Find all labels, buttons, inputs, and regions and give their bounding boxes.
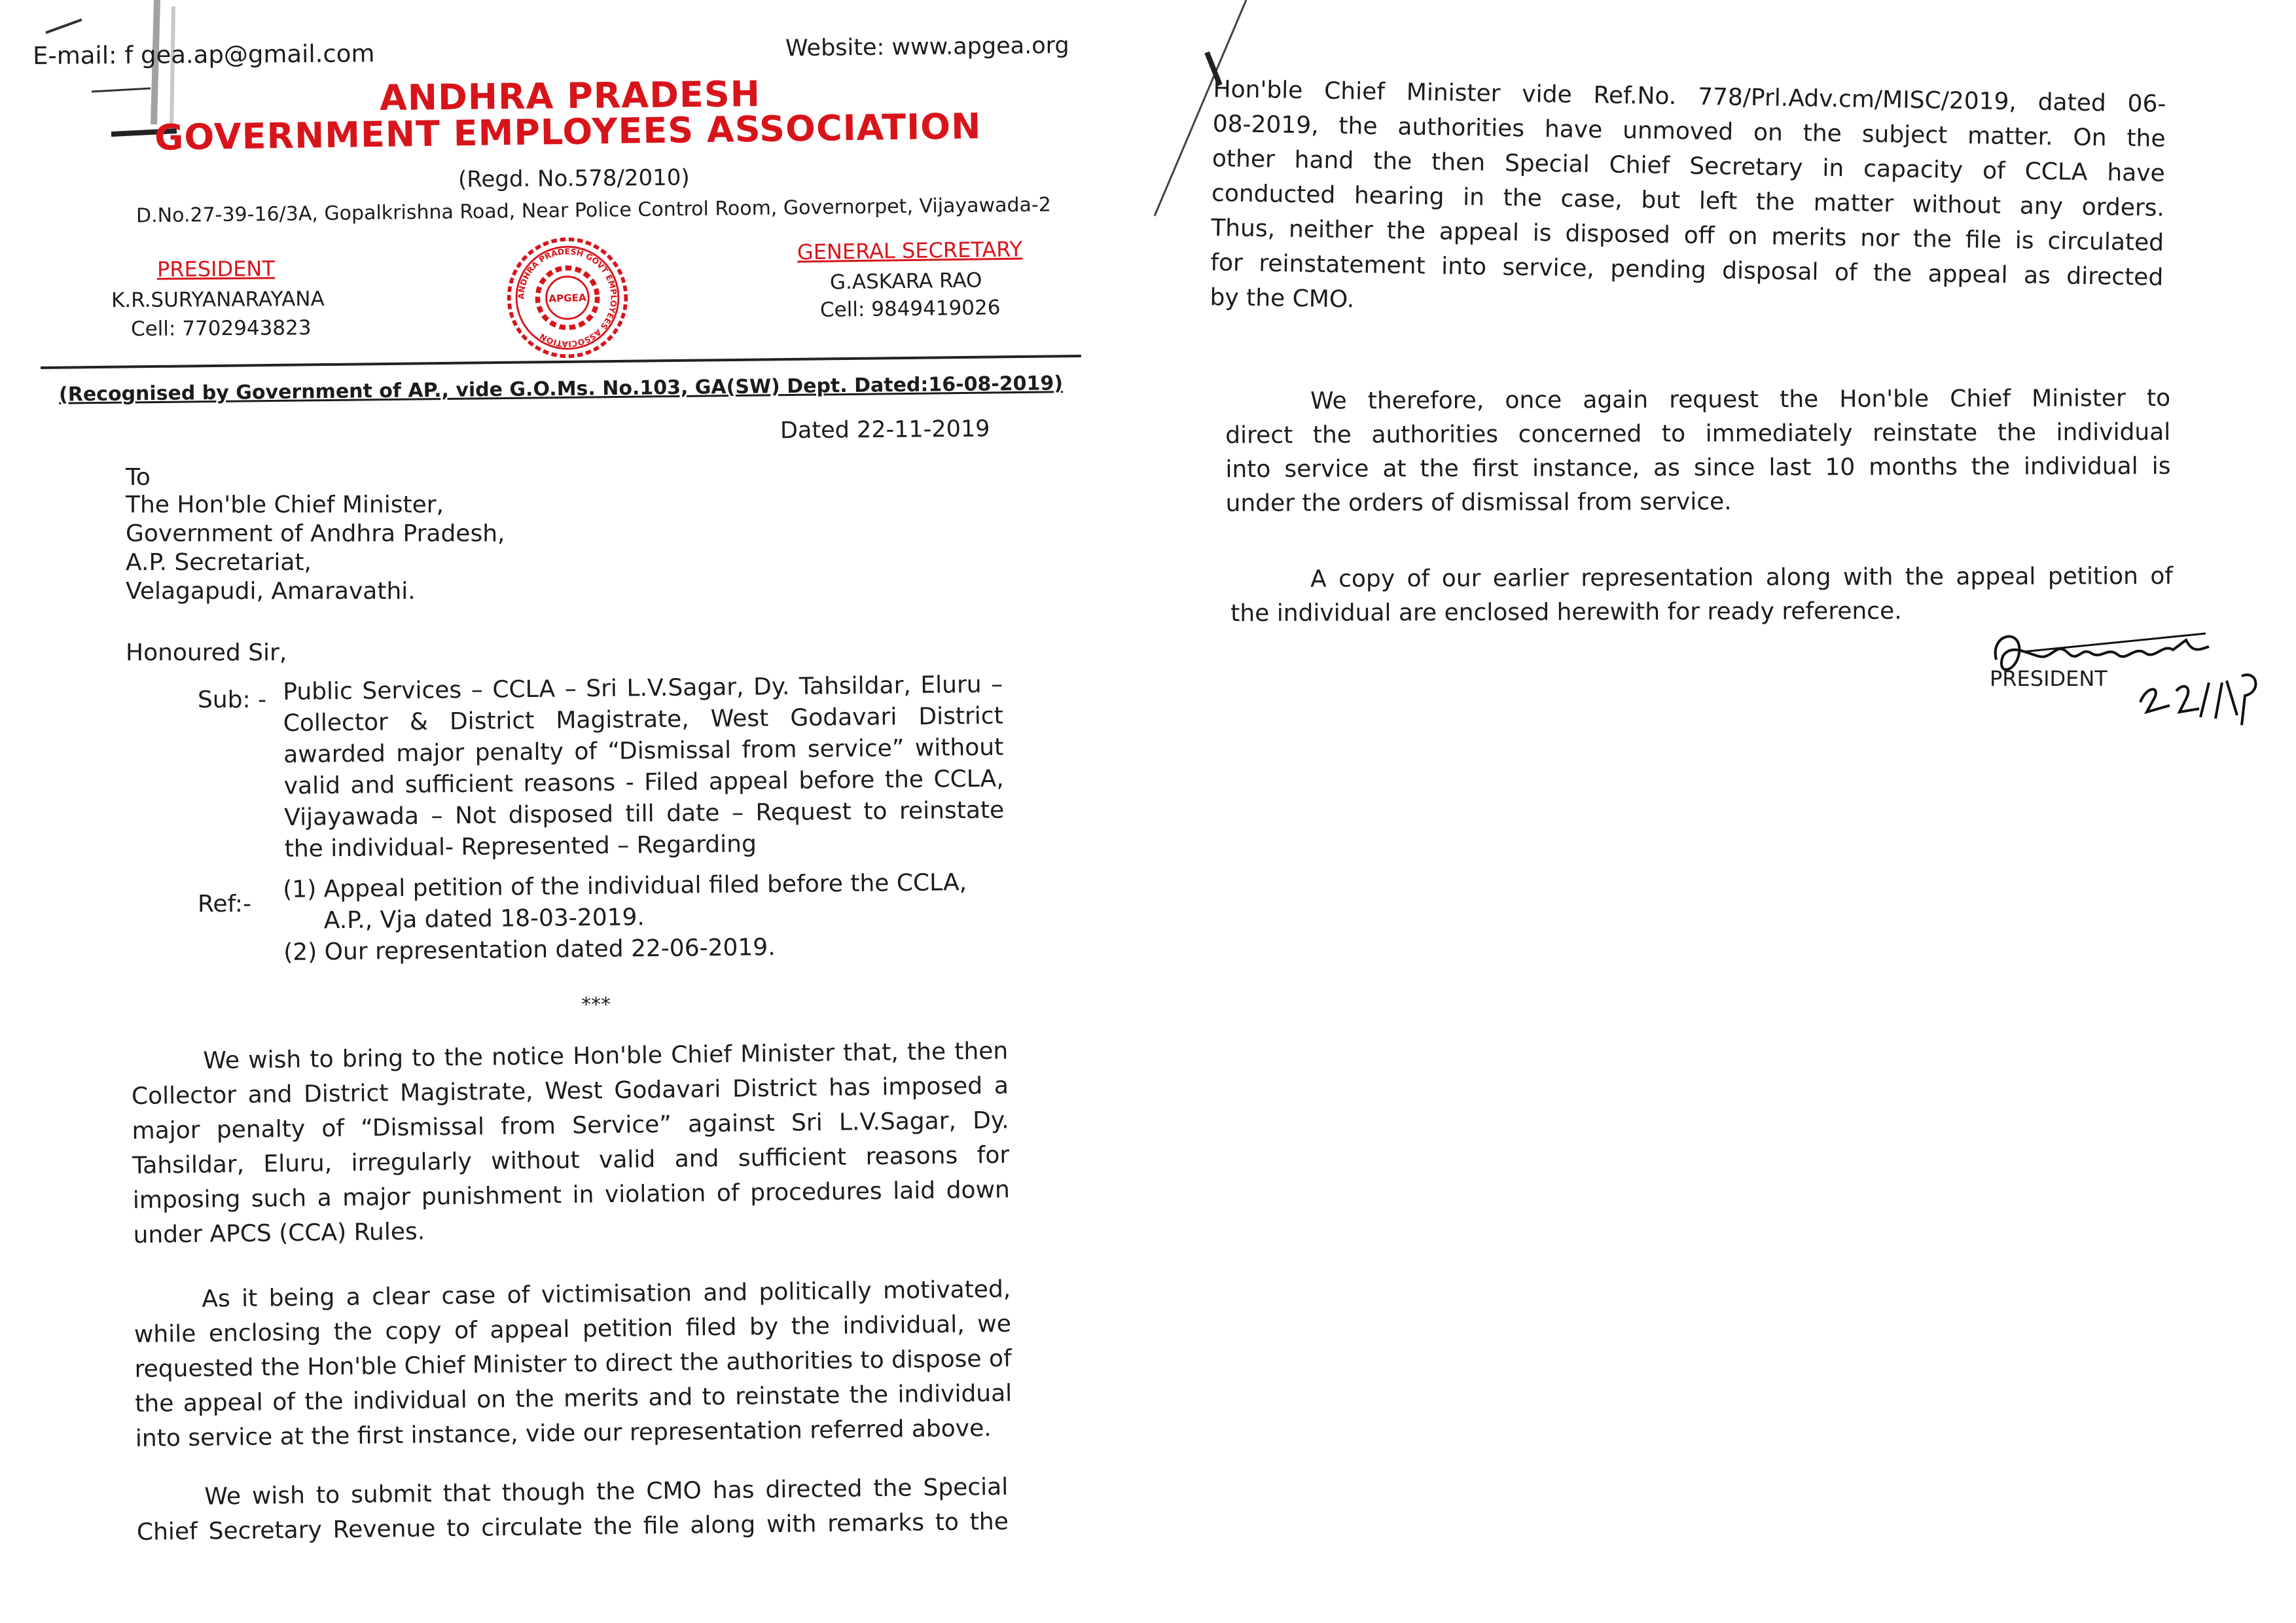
paragraph-line: into service at the first instance, as since last 10 months the individual is bbox=[1225, 452, 2171, 483]
email-contact bbox=[33, 39, 375, 70]
paragraph-line: Collector and District Magistrate, West Godavari District has imposed a bbox=[131, 1072, 1009, 1110]
org-address: D.No.27-39-16/3A, Gopalkrishna Road, Near Police Control Room, Governorpet, Vijayawada-2 bbox=[135, 193, 1052, 228]
paragraph-line: Tahsildar, Eluru, irregularly without valid and sufficient reasons for bbox=[132, 1141, 1010, 1179]
reference-text bbox=[283, 867, 967, 969]
reference-line: (2) Our representation dated 22-06-2019. bbox=[283, 934, 776, 966]
letter-page-2 bbox=[1148, 0, 2296, 1623]
signature-designation: PRESIDENT bbox=[1990, 666, 2108, 691]
paragraph-line: We wish to bring to the notice Hon'ble Chief Minister that, the then bbox=[203, 1037, 1009, 1075]
paragraph-line: by the CMO. bbox=[1210, 283, 1355, 313]
logo-text: APGEA bbox=[548, 291, 587, 305]
reference-label: Ref:- bbox=[198, 891, 252, 918]
paragraph-line: We therefore, once again request the Hon'ble Chief Minister to bbox=[1310, 384, 2171, 415]
email-label: E-mail: bbox=[32, 41, 117, 70]
paragraph-line: other hand the then Special Chief Secretary in capacity of CCLA have bbox=[1211, 145, 2166, 187]
paragraph-line: direct the authorities concerned to immediately reinstate the individual bbox=[1225, 418, 2171, 449]
website-contact: Website: www.apgea.org bbox=[785, 32, 1069, 62]
address-line: Velagapudi, Amaravathi. bbox=[126, 578, 416, 605]
salutation: Honoured Sir, bbox=[126, 639, 287, 666]
org-name-line2: GOVERNMENT EMPLOYEES ASSOCIATION bbox=[154, 105, 982, 158]
paragraph-2 bbox=[134, 1272, 1013, 1456]
president-title: PRESIDENT bbox=[156, 256, 275, 282]
paragraph-line: major penalty of “Dismissal from Service” against Sri L.V.Sagar, Dy. bbox=[132, 1107, 1009, 1145]
section-separator: *** bbox=[581, 993, 611, 1016]
general-secretary-name: G.ASKARA RAO bbox=[829, 268, 982, 294]
paragraph-line: Chief Secretary Revenue to circulate the file along with remarks to the bbox=[136, 1508, 1009, 1546]
paragraph-line: conducted hearing in the case, but left the matter without any orders. bbox=[1211, 179, 2165, 222]
reference-line: A.P., Vja dated 18-03-2019. bbox=[323, 904, 645, 935]
recognition-note: (Recognised by Government of AP., vide G.O.Ms. No.103, GA(SW) Dept. Dated:16-08-2019) bbox=[58, 372, 1064, 406]
email-value: f gea.ap@gmail.com bbox=[124, 39, 375, 69]
address-line: A.P. Secretariat, bbox=[126, 549, 312, 576]
subject-line: the individual- Represented – Regarding bbox=[284, 830, 757, 863]
paragraph-3 bbox=[136, 1470, 1009, 1550]
president-cell: Cell: 7702943823 bbox=[130, 316, 312, 341]
letter-date: Dated 22-11-2019 bbox=[780, 416, 990, 444]
paragraph-line: the individual are enclosed herewith for ready reference. bbox=[1230, 597, 1902, 627]
paragraph-line: requested the Hon'ble Chief Minister to direct the authorities to dispose of bbox=[134, 1345, 1012, 1383]
subject-text bbox=[283, 669, 1005, 865]
subject-line: Collector & District Magistrate, West Godavari District bbox=[283, 702, 1003, 737]
paragraph-line: As it being a clear case of victimisation and politically motivated, bbox=[202, 1275, 1011, 1313]
org-name-line1: ANDHRA PRADESH bbox=[379, 73, 761, 119]
paragraph-line: imposing such a major punishment in violation of procedures laid down bbox=[132, 1176, 1011, 1214]
to-label: To bbox=[126, 464, 151, 491]
paragraph-line: while enclosing the copy of appeal petition filed by the individual, we bbox=[134, 1310, 1012, 1348]
paragraph-line: into service at the first instance, vide our representation referred above. bbox=[135, 1415, 992, 1452]
paragraph-line: We wish to submit that though the CMO has directed the Special bbox=[204, 1473, 1009, 1510]
paragraph-line: A copy of our earlier representation along with the appeal petition of bbox=[1310, 562, 2174, 593]
logo-ring-text: ANDHRA PRADESH GOVT EMPLOYEES ASSOCIATION bbox=[516, 247, 619, 349]
subject-line: Public Services – CCLA – Sri L.V.Sagar, Dy. Tahsildar, Eluru – bbox=[283, 671, 1003, 705]
association-logo-icon bbox=[503, 234, 632, 363]
subject-line: Vijayawada – Not disposed till date – Request to reinstate bbox=[284, 796, 1005, 831]
paragraph-line: the appeal of the individual on the merits and to reinstate the individual bbox=[135, 1380, 1013, 1418]
paragraph-3-continued bbox=[1210, 72, 2166, 330]
paragraph-line: Thus, neither the appeal is disposed off on merits nor the file is circulated bbox=[1210, 214, 2164, 257]
paragraph-line: 08-2019, the authorities have unmoved on the subject matter. On the bbox=[1212, 110, 2166, 152]
paragraph-line: under APCS (CCA) Rules. bbox=[133, 1218, 425, 1249]
subject-line: awarded major penalty of “Dismissal from service” without bbox=[283, 734, 1004, 768]
president-name: K.R.SURYANARAYANA bbox=[111, 287, 325, 313]
paragraph-4 bbox=[1225, 382, 2171, 521]
address-line: The Hon'ble Chief Minister, bbox=[126, 491, 444, 518]
reference-line: (1) Appeal petition of the individual filed before the CCLA, bbox=[283, 869, 967, 903]
paragraph-1 bbox=[131, 1034, 1011, 1253]
general-secretary-cell: Cell: 9849419026 bbox=[819, 296, 1001, 322]
address-line: Government of Andhra Pradesh, bbox=[126, 520, 505, 547]
subject-label: Sub: - bbox=[198, 687, 267, 713]
paragraph-line: under the orders of dismissal from service. bbox=[1225, 488, 1732, 517]
general-secretary-title: GENERAL SECRETARY bbox=[797, 236, 1023, 265]
paragraph-line: for reinstatement into service, pending disposal of the appeal as directed bbox=[1210, 249, 2164, 291]
subject-line: valid and sufficient reasons - Filed appeal before the CCLA, bbox=[283, 765, 1004, 800]
paragraph-line: Hon'ble Chief Minister vide Ref.No. 778/Prl.Adv.cm/MISC/2019, dated 06- bbox=[1213, 75, 2166, 118]
registration-number: (Regd. No.578/2010) bbox=[457, 164, 690, 193]
